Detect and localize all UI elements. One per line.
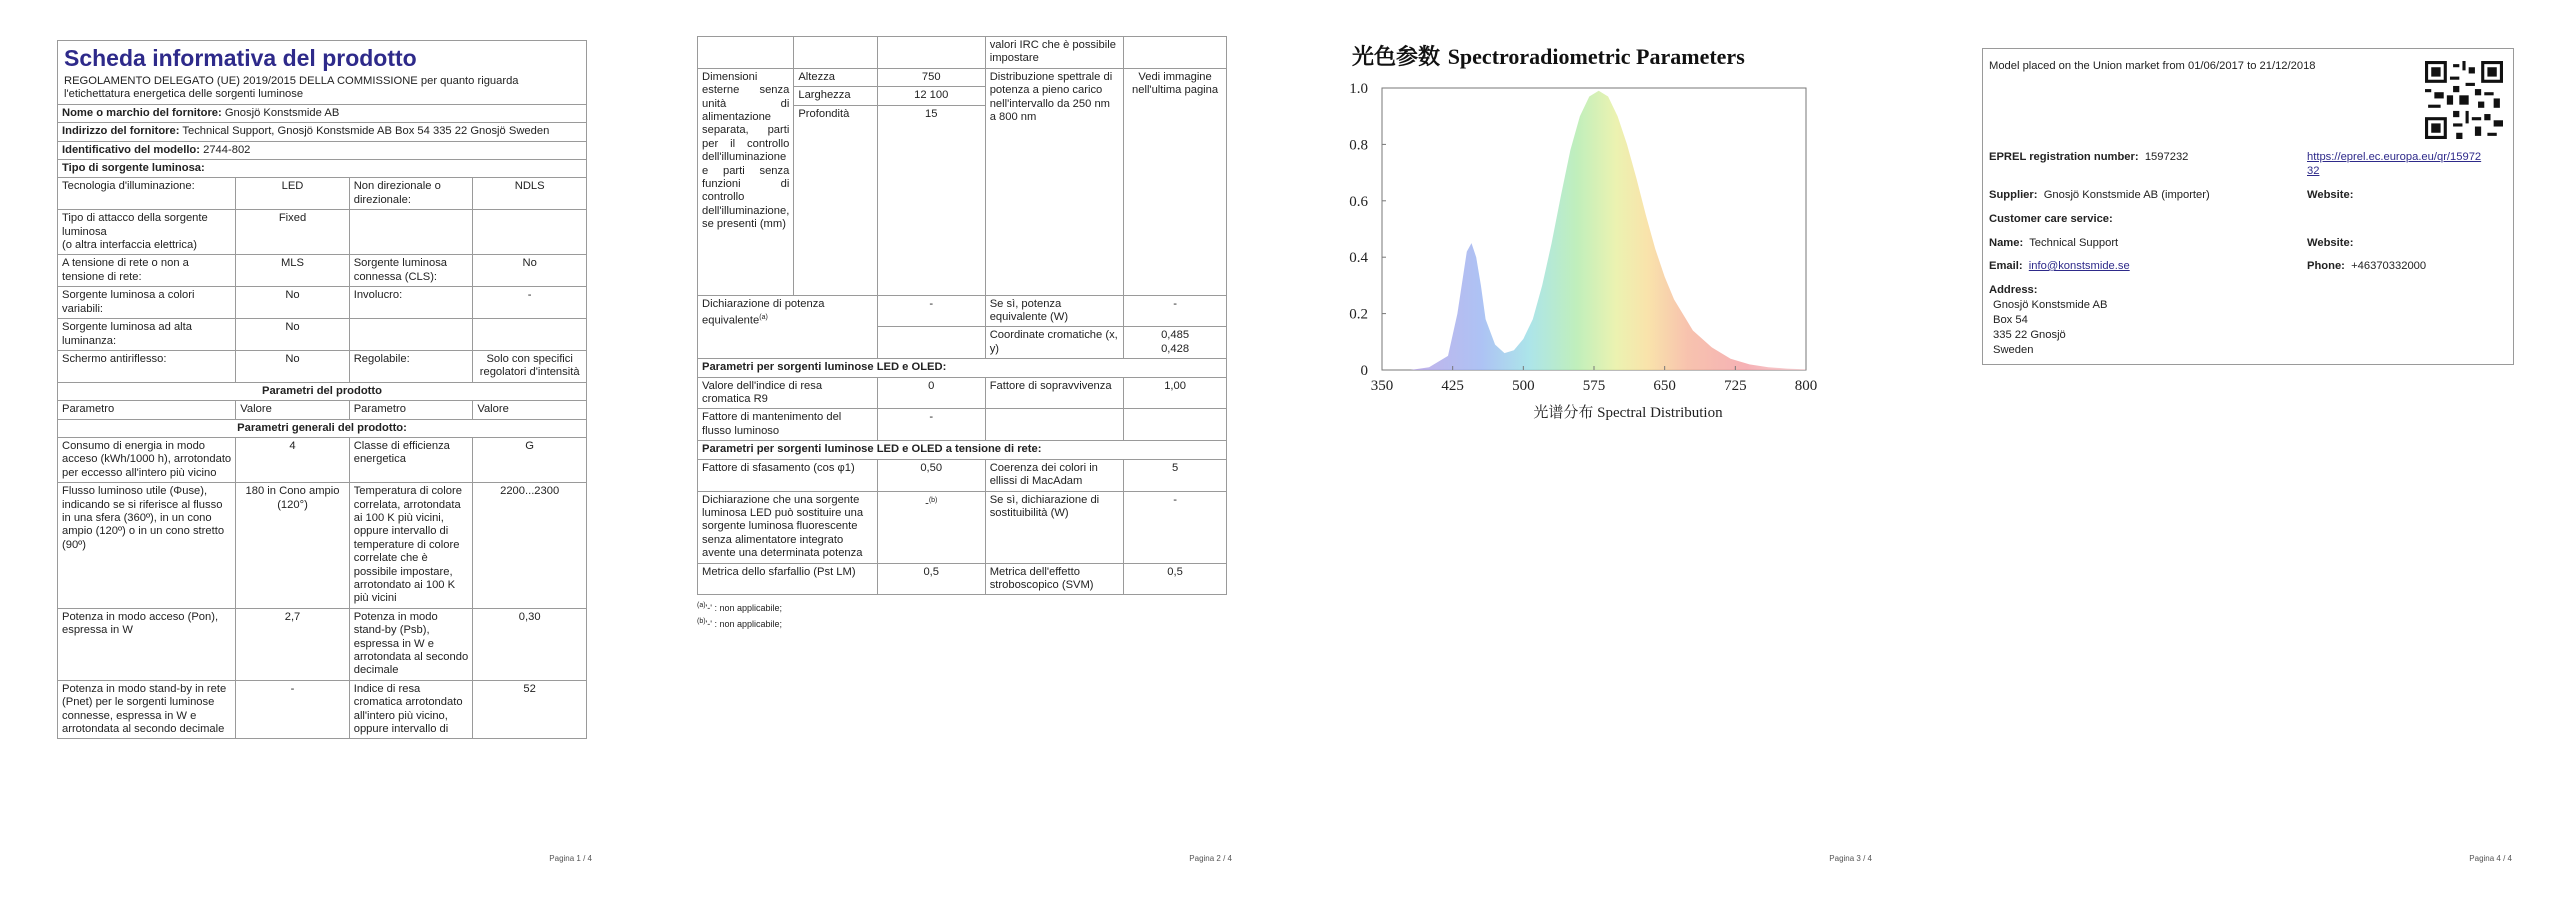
- y-tick-label: 0.6: [1349, 193, 1368, 210]
- table-row: [58, 437, 587, 482]
- page-number: Pagina 1 / 4: [549, 854, 592, 863]
- row-label: Coerenza dei colori in ellissi di MacAdam: [985, 459, 1123, 491]
- row-value: No: [236, 319, 349, 351]
- row-label: Se sì, dichiarazione di sostituibilità (W): [985, 491, 1123, 563]
- row-label: Involucro:: [349, 287, 473, 319]
- dimension-value: 750: [877, 68, 985, 86]
- name-value: Technical Support: [2029, 237, 2119, 249]
- sheet-header: [57, 40, 587, 104]
- row-label: Valore dell'indice di resa cromatica R9: [698, 377, 878, 409]
- dimension-value: 15: [877, 105, 985, 295]
- regulation-text: REGOLAMENTO DELEGATO (UE) 2019/2015 DELLA COMMISSIONE per quanto riguarda l'etichettatura energetica delle sorgenti luminose: [64, 75, 519, 101]
- row-label: Sorgente luminosa ad alta luminanza:: [58, 319, 236, 351]
- table-row: [58, 608, 587, 680]
- spectral-label: Distribuzione spettrale di potenza a pieno carico nell'intervallo da 250 nm a 800 nm: [985, 68, 1123, 295]
- footnote-a: $^{(a)}$'-' : non applicabile;: [697, 602, 783, 614]
- footnote-b-text: : non applicabile;: [714, 619, 783, 630]
- supplier-value: Gnosjö Konstsmide AB (importer): [2043, 189, 2210, 201]
- x-tick-label: 575: [1582, 378, 1606, 394]
- table-row: [58, 210, 587, 255]
- chart-title-en: Spectroradiometric Parameters: [1447, 44, 1745, 69]
- column-header: Valore: [473, 401, 587, 419]
- table-row: [698, 377, 1227, 409]
- table-row: [58, 287, 587, 319]
- row-label: Potenza in modo stand-by (Psb), espressa in W e arrotondata al secondo decimale: [349, 608, 473, 680]
- supplier-label: Supplier:: [1989, 189, 2038, 201]
- table-row: [698, 37, 1227, 69]
- y-tick-label: 1.0: [1349, 81, 1368, 97]
- dimension-value: 12 100: [877, 87, 985, 105]
- website-label: Website:: [2307, 189, 2354, 201]
- row-value: 0,50: [877, 459, 985, 491]
- spectrum-area: [1410, 91, 1806, 370]
- footnote-a-text: : non applicabile;: [714, 603, 783, 614]
- row-label: [349, 319, 473, 351]
- row-value: 1,00: [1124, 377, 1227, 409]
- table-row: [58, 178, 587, 210]
- row-value: 0,5: [877, 563, 985, 595]
- row-value: No: [236, 287, 349, 319]
- row-value: G: [473, 437, 587, 482]
- chroma-x: 0,485: [1161, 329, 1190, 342]
- y-ticks: [1349, 81, 1386, 379]
- x-axis-label: 光谱分布 Spectral Distribution: [1533, 405, 1723, 421]
- model-placed-text: Model placed on the Union market from 01/06/2017 to 21/12/2018: [1989, 60, 2316, 72]
- supplier-row: [1989, 188, 2210, 202]
- table-row: [698, 409, 1227, 441]
- row-value: [473, 319, 587, 351]
- row-label: Metrica dell'effetto stroboscopico (SVM): [985, 563, 1123, 595]
- row-value: 4: [236, 437, 349, 482]
- column-header-row: [58, 401, 587, 419]
- row-value: -: [1124, 295, 1227, 327]
- row-label: Non direzionale o direzionale:: [349, 178, 473, 210]
- row-label: Potenza in modo stand-by in rete (Pnet) per le sorgenti luminose connesse, espressa in W e arrotondata al secondo decimale: [58, 680, 236, 739]
- dimensions-label: Dimensioni esterne senza unità di alimentazione separata, parti per il controllo dell'illuminazione e parti senza funzioni di controllo dell'illuminazione, se presenti (mm): [698, 68, 794, 295]
- row-value: Fixed: [236, 210, 349, 255]
- row-value: 0: [877, 377, 985, 409]
- row-label: Flusso luminoso utile (Φuse), indicando se si riferisce al flusso in una sfera (360º), in un cono ampio (120º) o in un cono stretto (90º): [58, 483, 236, 609]
- address-label: Indirizzo del fornitore:: [62, 125, 180, 138]
- row-label: Fattore di mantenimento del flusso luminoso: [698, 409, 878, 441]
- email-row: [1989, 259, 2130, 273]
- row-value: Solo con specifici regolatori d'intensità: [473, 350, 587, 382]
- eprel-label: EPREL registration number:: [1989, 151, 2139, 163]
- row-label: Potenza in modo acceso (Pon), espressa in W: [58, 608, 236, 680]
- row-label: Consumo di energia in modo acceso (kWh/1000 h), arrotondato per eccesso all'intero più vicino: [58, 437, 236, 482]
- address-line: Box 54: [1993, 314, 2028, 326]
- model-value: 2744-802: [203, 143, 251, 156]
- row-label: Tecnologia d'illuminazione:: [58, 178, 236, 210]
- address-line: Gnosjö Konstsmide AB: [1993, 299, 2108, 311]
- row-label: Indice di resa cromatica arrotondato all'intero più vicino, oppure intervallo di: [349, 680, 473, 739]
- supplier-value: Gnosjö Konstsmide AB: [224, 106, 340, 119]
- row-value: No: [236, 350, 349, 382]
- page-3: [1280, 0, 1920, 905]
- general-header-row: [58, 419, 587, 437]
- eprel-value: 1597232: [2144, 151, 2189, 163]
- spectral-value: Vedi immagine nell'ultima pagina: [1124, 68, 1227, 295]
- model-label: Identificativo del modello:: [62, 143, 200, 156]
- address-value: Technical Support, Gnosjö Konstsmide AB Box 54 335 22 Gnosjö Sweden: [182, 125, 550, 138]
- model-row: [58, 141, 587, 159]
- x-tick-label: 425: [1441, 378, 1464, 394]
- row-value: NDLS: [473, 178, 587, 210]
- eprel-info-box: [1982, 48, 2514, 365]
- customer-care-label: Customer care service:: [1989, 213, 2113, 225]
- row-value: No: [473, 255, 587, 287]
- x-tick-label: 650: [1653, 378, 1676, 394]
- table-row: [698, 491, 1227, 563]
- qr-code-icon: [2425, 61, 2503, 139]
- row-label: Fattore di sopravvivenza: [985, 377, 1123, 409]
- dimension-name: Altezza: [794, 68, 877, 86]
- dimension-name: Profondità: [794, 105, 877, 295]
- chroma-y: 0,428: [1161, 342, 1190, 355]
- row-value: -: [877, 295, 985, 327]
- product-table: [57, 104, 587, 740]
- product-sheet-continued: [697, 36, 1227, 631]
- footnote-b: $^{(b)}$'-' : non applicabile;: [697, 618, 783, 630]
- x-tick-label: 800: [1794, 378, 1818, 394]
- dimension-name: Larghezza: [794, 87, 877, 105]
- eprel-link[interactable]: https://eprel.ec.europa.eu/qr/1597232: [2307, 151, 2482, 177]
- params-header: Parametri del prodotto: [58, 382, 587, 400]
- product-table-continued: [697, 36, 1227, 595]
- row-value: -: [1124, 491, 1227, 563]
- page-number: Pagina 4 / 4: [2469, 854, 2512, 863]
- row-label: Sorgente luminosa connessa (CLS):: [349, 255, 473, 287]
- row-label: Tipo di attacco della sorgente luminosa (o altra interfaccia elettrica): [58, 210, 236, 255]
- supplier-row: [58, 104, 587, 122]
- params-header-row: [58, 382, 587, 400]
- row-label: Temperatura di colore correlata, arrotondata ai 100 K più vicini, oppure intervallo di temperature di colore correlate che è possibile impostare, arrotondato ai 100 K più vicini: [349, 483, 473, 609]
- row-value: -$^{(b)}$: [877, 491, 985, 563]
- phone-value: +46370332000: [2351, 260, 2427, 272]
- phone-label: Phone:: [2307, 260, 2345, 272]
- y-tick-label: 0: [1360, 363, 1368, 379]
- spectral-chart: [1310, 70, 1870, 440]
- page-title: Scheda informativa del prodotto: [64, 45, 417, 71]
- column-header: Parametro: [349, 401, 473, 419]
- row-label: Regolabile:: [349, 350, 473, 382]
- name-label: Name:: [1989, 237, 2024, 249]
- address-label: Address:: [1989, 284, 2038, 296]
- row-label: Dichiarazione di potenza equivalente$^{(a)}$: [698, 295, 878, 359]
- y-tick-label: 0.2: [1349, 306, 1368, 323]
- row-value: MLS: [236, 255, 349, 287]
- row-value: -: [473, 287, 587, 319]
- row-label: A tensione di rete o non a tensione di rete:: [58, 255, 236, 287]
- name-row: [1989, 236, 2118, 250]
- row-value: [473, 210, 587, 255]
- table-row: [58, 680, 587, 739]
- address-line: 335 22 Gnosjö: [1993, 329, 2066, 341]
- chart-title-cn: 光色参数: [1352, 44, 1441, 70]
- row-value: -: [236, 680, 349, 739]
- row-value: -: [877, 409, 985, 441]
- row-value: 5: [1124, 459, 1227, 491]
- source-type-label: Tipo di sorgente luminosa:: [58, 160, 587, 178]
- table-row: [698, 295, 1227, 327]
- row-label: Dichiarazione che una sorgente luminosa LED può sostituire una sorgente luminosa fluorescente senza alimentatore integrato avente una determinata potenza: [698, 491, 878, 563]
- address-row: [58, 123, 587, 141]
- row-label: Se sì, potenza equivalente (W): [985, 295, 1123, 327]
- table-row: [698, 459, 1227, 491]
- y-tick-label: 0.4: [1349, 250, 1368, 267]
- page-number: Pagina 3 / 4: [1829, 854, 1872, 863]
- page-2: [640, 0, 1280, 905]
- address-line: Sweden: [1993, 344, 2034, 356]
- x-tick-label: 500: [1512, 378, 1535, 394]
- email-label: Email:: [1989, 260, 2023, 272]
- row-value: 0,30: [473, 608, 587, 680]
- address-block: [1993, 298, 2107, 358]
- product-sheet: [57, 40, 587, 845]
- row-value: 2200...2300: [473, 483, 587, 609]
- row-label: [349, 210, 473, 255]
- eprel-row: [1989, 150, 2188, 164]
- row-value: 180 in Cono ampio (120°): [236, 483, 349, 609]
- led-header-row: [698, 359, 1227, 377]
- row-value: LED: [236, 178, 349, 210]
- equiv-label: Dichiarazione di potenza equivalente: [702, 297, 825, 327]
- row-label: Metrica dello sfarfallio (Pst LM): [698, 563, 878, 595]
- table-row: [58, 483, 587, 609]
- row-label: Sorgente luminosa a colori variabili:: [58, 287, 236, 319]
- table-row: [698, 68, 1227, 86]
- led-header: Parametri per sorgenti luminose LED e OLED:: [698, 359, 1227, 377]
- footnotes: [697, 599, 1227, 631]
- mains-header: Parametri per sorgenti luminose LED e OLED a tensione di rete:: [698, 441, 1227, 459]
- email-link[interactable]: info@konstsmide.se: [2028, 260, 2130, 272]
- row-label: Classe di efficienza energetica: [349, 437, 473, 482]
- x-tick-label: 725: [1724, 378, 1747, 394]
- table-row: [58, 255, 587, 287]
- phone-row: [2307, 259, 2426, 273]
- row-label: valori IRC che è possibile impostare: [985, 37, 1123, 69]
- page-number: Pagina 2 / 4: [1189, 854, 1232, 863]
- chart-title: [1352, 40, 1745, 71]
- row-label: Schermo antiriflesso:: [58, 350, 236, 382]
- general-header: Parametri generali del prodotto:: [58, 419, 587, 437]
- website-label-2: Website:: [2307, 237, 2354, 249]
- row-value: 0,5: [1124, 563, 1227, 595]
- replace-value: -: [925, 497, 929, 510]
- y-tick-label: 0.8: [1349, 137, 1368, 154]
- table-row: [58, 350, 587, 382]
- row-value: 52: [473, 680, 587, 739]
- mains-header-row: [698, 441, 1227, 459]
- row-value: 2,7: [236, 608, 349, 680]
- supplier-label: Nome o marchio del fornitore:: [62, 106, 222, 119]
- row-value: [1124, 327, 1227, 359]
- table-row: [58, 319, 587, 351]
- row-label: Coordinate cromatiche (x, y): [985, 327, 1123, 359]
- page-4: [1920, 0, 2560, 905]
- column-header: Valore: [236, 401, 349, 419]
- column-header: Parametro: [58, 401, 236, 419]
- source-type-row: [58, 160, 587, 178]
- table-row: [698, 563, 1227, 595]
- page-1: [0, 0, 640, 905]
- x-tick-label: 350: [1370, 378, 1394, 394]
- row-label: Fattore di sfasamento (cos φ1): [698, 459, 878, 491]
